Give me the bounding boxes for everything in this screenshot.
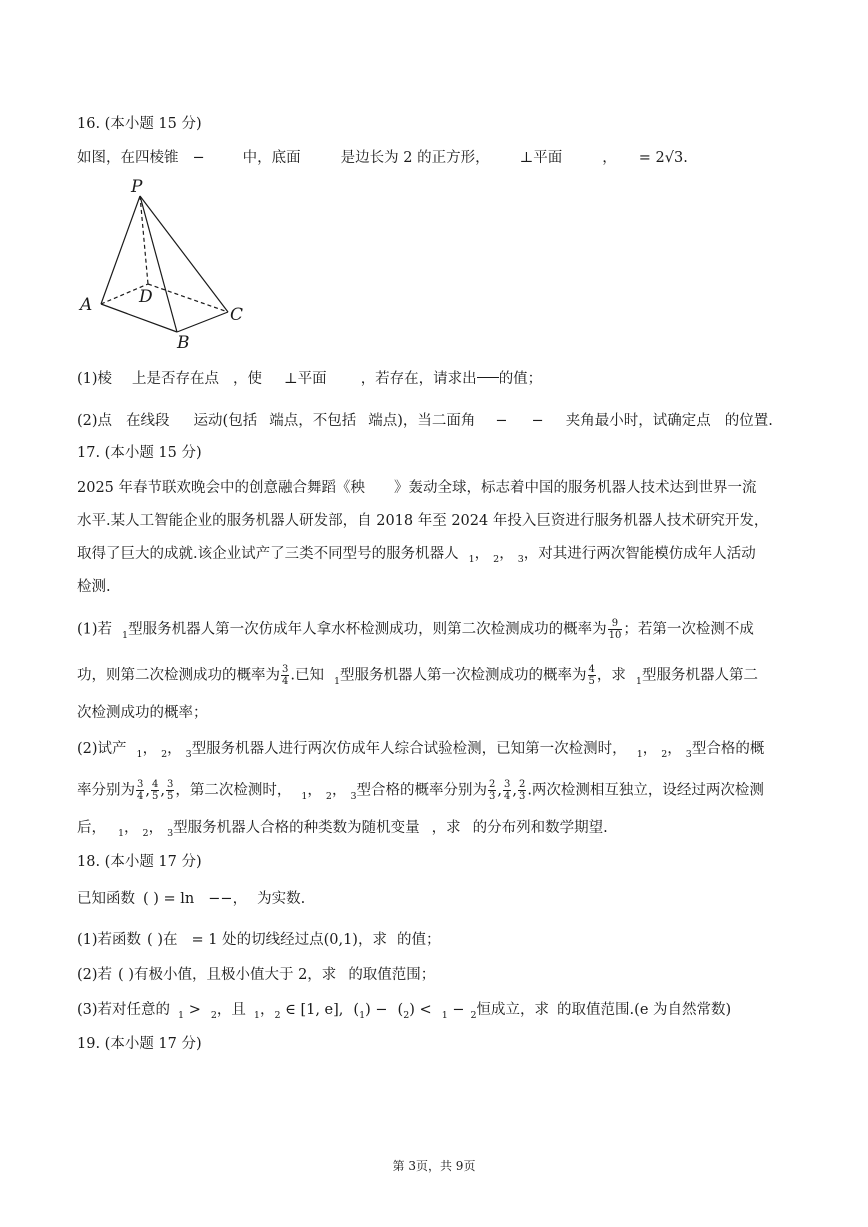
q17-part1-line2: 功，则第二次检测成功的概率为 $\frac{3}{4}$ .已知 $_1$型服务机器人第一次检测成功的概率为 $\frac{4}{5}$ ，求 $_1$型服务机器人第二 (77, 664, 758, 687)
q17-intro-line2: 水平.某人工智能企业的服务机器人研发部，自 2018 年至 2024 年投入巨资进行服务机器人技术研究开发， (77, 513, 769, 529)
q16-stem: 如图，在四棱锥 − 中，底面 是边长为 2 的正方形， ⊥平面 ， = 2√3. (77, 150, 688, 166)
fraction-bar (477, 377, 499, 378)
label-b: B (177, 333, 190, 353)
q18-stem: 已知函数 ( ) = ln −−， 为实数. (77, 891, 306, 907)
q19-header: 19. (本小题 17 分) (77, 1036, 202, 1052)
label-c: C (230, 305, 244, 325)
fraction: $\frac{2}{3}$ (518, 779, 526, 802)
q16-part1: (1)棱 上是否存在点 ，使 ⊥平面 ，若存在，请求出 的值； (77, 371, 543, 387)
q17-intro-line3: 取得了巨大的成就.该企业试产了三类不同型号的服务机器人 $_1$， $_2$， $_3$，对其进行两次智能模仿成年人活动 (77, 546, 756, 565)
q18-header: 18. (本小题 17 分) (77, 854, 202, 870)
label-p: P (131, 177, 143, 197)
q17-intro-line4: 检测. (77, 579, 111, 595)
q17-part2-line2: 率分别为 $\frac{3}{4}$ , $\frac{4}{5}$ , $\frac{3}{5}$ ，第二次检测时， $_1$， $_2$， $_3$型合格的概率分别为 $\frac{2}{3}$ , $\frac{3}{4}$ , $\frac{2}{3}$ .两次检测相互独立，设经过两次检测 (77, 779, 764, 802)
fraction: $\frac{3}{4}$ (503, 779, 511, 802)
q17-part2-line3: 后， $_1$， $_2$， $_3$型服务机器人合格的种类数为随机变量 ，求 的分布列和数学期望. (77, 820, 608, 839)
fraction: $\frac{3}{5}$ (166, 779, 174, 802)
q17-part1-line1: (1)若 $_1$型服务机器人第一次仿成年人拿水杯检测成功，则第二次检测成功的概率为 $\frac{9}{10}$ ；若第一次检测不成 (77, 618, 754, 641)
q18-part1: (1)若函数 ( )在 = 1 处的切线经过点(0,1)，求 的值； (77, 932, 441, 948)
fraction: $\frac{4}{5}$ (588, 664, 595, 687)
q18-part2: (2)若 ( )有极小值，且极小值大于 2，求 的取值范围； (77, 967, 436, 983)
fraction: $\frac{4}{5}$ (151, 779, 159, 802)
label-d: D (139, 287, 153, 307)
fraction: $\frac{9}{10}$ (608, 618, 622, 641)
q17-part2-line1: (2)试产 $_1$， $_2$， $_3$型服务机器人进行两次仿成年人综合试验检测，已知第一次检测时， $_1$， $_2$， $_3$型合格的概 (77, 741, 765, 760)
q17-intro-line1: 2025 年春节联欢晚会中的创意融合舞蹈《秧 》轰动全球，标志着中国的服务机器人技术达到世界一流 (77, 480, 757, 496)
q18-part3: (3)若对任意的 $_1$ > $_2$，且 $_1$，$_2$ ∈ [1, e], $(_1) - (_2) < _1 - _2$恒成立，求 的取值范围.(e 为自然常数) (77, 1002, 732, 1021)
q17-header: 17. (本小题 15 分) (77, 445, 202, 461)
q17-part1-line3: 次检测成功的概率； (77, 705, 208, 721)
fraction: $\frac{3}{4}$ (282, 664, 289, 687)
fraction: $\frac{3}{4}$ (137, 779, 144, 802)
q16-part2: (2)点 在线段 运动(包括 端点，不包括 端点)，当二面角 − − 夹角最小时，试确定点 的位置. (77, 413, 773, 429)
q16-header: 16. (本小题 15 分) (77, 116, 202, 132)
page-footer: 第 3页，共 9页 (392, 1159, 476, 1173)
label-a: A (80, 295, 93, 315)
fraction: $\frac{2}{3}$ (488, 779, 496, 802)
pyramid-figure (76, 174, 256, 354)
